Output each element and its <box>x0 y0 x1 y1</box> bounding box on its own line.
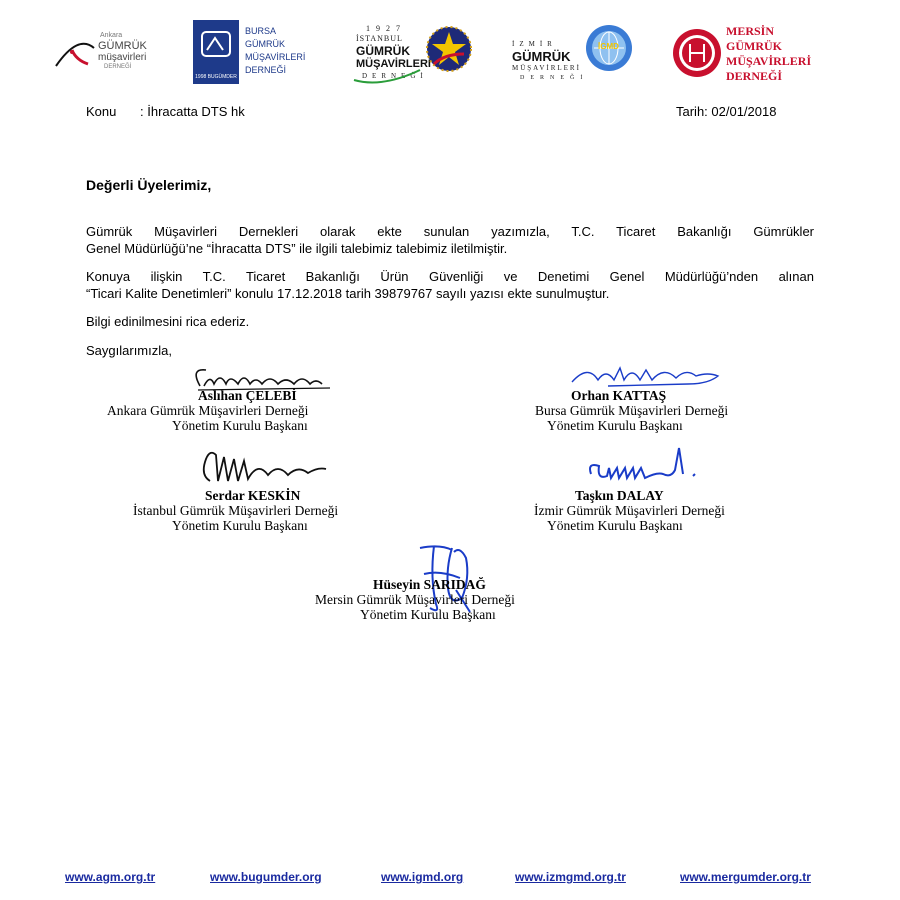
letter-date: Tarih: 02/01/2018 <box>676 104 777 119</box>
bursa-line2: GÜMRÜK <box>245 39 285 49</box>
istanbul-line4: DERNEĞİ <box>362 72 428 80</box>
closing: Saygılarımızla, <box>86 343 172 358</box>
izmir-badge: İGMD <box>598 42 619 51</box>
signatory-keskin-org: İstanbul Gümrük Müşavirleri Derneği <box>133 503 339 518</box>
ankara-logo-sub: DERNEĞİ <box>104 64 132 70</box>
mersin-line3: MÜŞAVİRLERİ <box>726 54 812 68</box>
paragraph-2-line-2: “Ticari Kalite Denetimleri” konulu 17.12.2018 tarih 39879767 sayılı yazısı ekte sunulmuştur. <box>86 286 610 301</box>
istanbul-line2: GÜMRÜK <box>356 44 410 58</box>
ankara-small-text: Ankara <box>100 32 123 39</box>
bursa-emblem-icon <box>193 20 239 70</box>
signatory-dalay-org: İzmir Gümrük Müşavirleri Derneği <box>534 503 725 518</box>
izmir-logo <box>512 22 637 84</box>
mersin-seal-icon <box>672 22 722 84</box>
signatory-kattas-title: Yönetim Kurulu Başkanı <box>547 418 683 433</box>
subject-value: : İhracatta DTS hk <box>140 104 245 119</box>
istanbul-star-emblem-icon <box>424 24 474 74</box>
footer-link-igmd[interactable]: www.igmd.org <box>381 870 464 884</box>
istanbul-swoosh-icon <box>352 66 422 86</box>
footer-link-mergumder[interactable]: www.mergumder.org.tr <box>680 870 811 884</box>
mersin-line2: GÜMRÜK <box>726 39 782 53</box>
istanbul-year: 1927 <box>366 24 406 33</box>
footer-link-izmgmd[interactable]: www.izmgmd.org.tr <box>515 870 626 884</box>
signatory-saridag-title: Yönetim Kurulu Başkanı <box>360 607 496 622</box>
izmir-line2: GÜMRÜK <box>512 49 571 64</box>
bursa-logo <box>193 20 313 84</box>
istanbul-line3: MÜŞAVİRLERİ <box>356 58 431 70</box>
paragraph-1-line-2: Genel Müdürlüğü’ne “İhracatta DTS” ile ilgili talebimiz talebimiz iletilmiştir. <box>86 241 508 256</box>
salutation: Değerli Üyelerimiz, <box>86 177 212 193</box>
istanbul-line1: İSTANBUL <box>356 34 403 43</box>
paragraph-2-line-1: Konuya ilişkin T.C. Ticaret Bakanlığı Ürün Güvenliği ve Denetimi Genel Müdürlüğü’nden alınan <box>86 269 814 284</box>
signatory-celebi-title: Yönetim Kurulu Başkanı <box>172 418 308 433</box>
paragraph-1-line-1: Gümrük Müşavirleri Dernekleri olarak ekte sunulan yazımızla, T.C. Ticaret Bakanlığı Gümrükler <box>86 224 814 239</box>
mersin-line4: DERNEĞİ <box>726 69 783 83</box>
footer-link-agm[interactable]: www.agm.org.tr <box>65 870 156 884</box>
istanbul-logo <box>352 22 477 84</box>
bursa-line3: MÜŞAVİRLERİ <box>245 52 306 62</box>
bursa-emblem <box>193 20 239 84</box>
ankara-logo-line1: GÜMRÜK <box>98 40 147 52</box>
signatory-dalay-title: Yönetim Kurulu Başkanı <box>547 518 683 533</box>
izmir-line3: MÜŞAVİRLERİ <box>512 64 581 72</box>
mersin-logo <box>672 22 812 86</box>
bursa-line1: BURSA <box>245 26 277 36</box>
signatory-keskin-name: Serdar KESKİN <box>205 488 301 503</box>
izmir-line1: İZMİR <box>512 40 557 48</box>
paragraph-3: Bilgi edinilmesini rica ederiz. <box>86 314 250 329</box>
signatory-celebi-org: Ankara Gümrük Müşavirleri Derneği <box>107 403 309 418</box>
subject-label: Konu <box>86 104 117 119</box>
signature-keskin-icon <box>198 445 338 489</box>
bursa-badge-text: 1998 BUGÜMDER <box>195 74 237 80</box>
signatory-celebi-name: Aslıhan ÇELEBİ <box>198 388 297 403</box>
signatory-keskin-title: Yönetim Kurulu Başkanı <box>172 518 308 533</box>
signature-dalay-icon <box>585 444 715 488</box>
ankara-logo <box>48 30 158 80</box>
signatory-kattas-org: Bursa Gümrük Müşavirleri Derneği <box>535 403 729 418</box>
footer-link-bugumder[interactable]: www.bugumder.org <box>210 870 322 884</box>
izmir-line4: DERNEĞİ <box>520 75 589 81</box>
signatory-saridag-name: Hüseyin SARIDAĞ <box>373 577 486 592</box>
ankara-logo-line2: müşavirleri <box>98 52 147 63</box>
signatory-kattas-name: Orhan KATTAŞ <box>571 388 667 403</box>
signatory-dalay-name: Taşkın DALAY <box>575 488 664 503</box>
signatory-saridag-org: Mersin Gümrük Müşavirleri Derneği <box>315 592 515 607</box>
bursa-line4: DERNEĞİ <box>245 65 287 75</box>
mersin-line1: MERSİN <box>726 24 775 38</box>
